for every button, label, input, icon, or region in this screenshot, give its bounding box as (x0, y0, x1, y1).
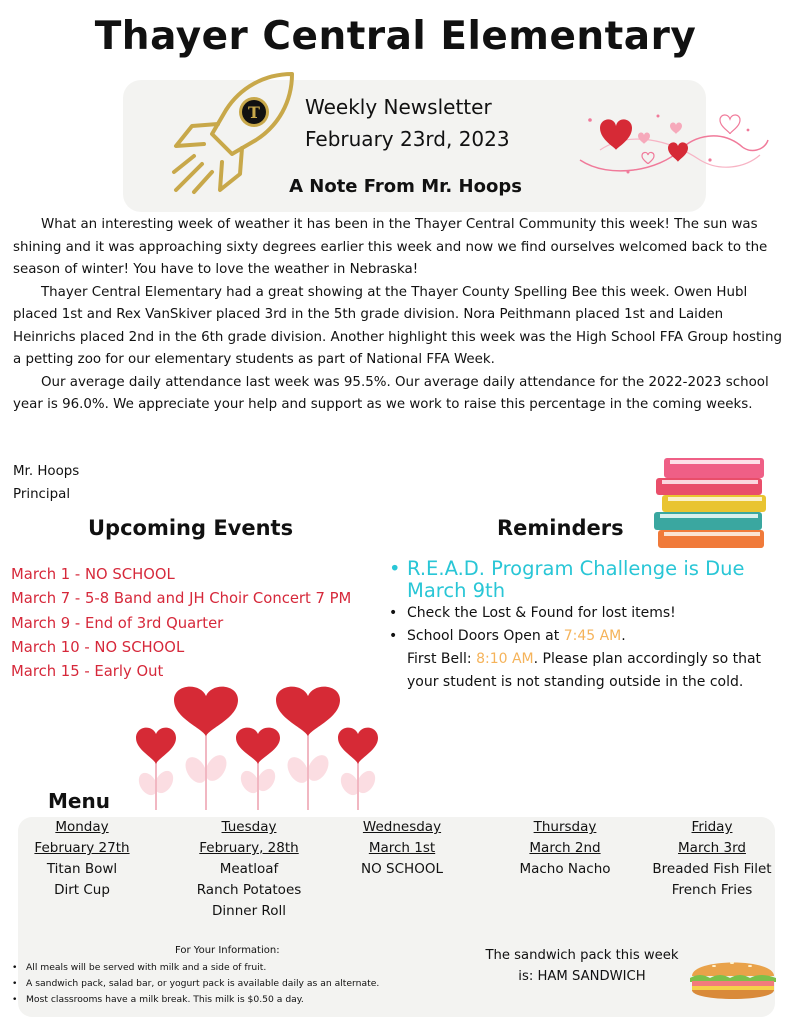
menu-day-monday (26, 817, 138, 901)
menu-day-name: Wednesday (362, 819, 442, 835)
menu-day-name: Tuesday (221, 819, 277, 835)
events-heading: Upcoming Events (88, 516, 294, 540)
signature (13, 460, 79, 506)
event-item: March 7 - 5-8 Band and JH Choir Concert 7 PM (11, 590, 352, 608)
event-item: March 10 - NO SCHOOL (11, 638, 185, 656)
bell-prefix: First Bell: (407, 651, 477, 667)
menu-item: Dinner Roll (212, 903, 286, 919)
signature-name: Mr. Hoops (13, 464, 80, 479)
menu-item: Dirt Cup (54, 882, 110, 898)
sandwich-line: is: HAM SANDWICH (518, 969, 646, 984)
reminders-list (389, 558, 789, 694)
fyi-item: • All meals will be served with milk and a side of fruit. (10, 960, 379, 976)
sandwich-line: The sandwich pack this week (485, 948, 679, 963)
menu-day-date: March 2nd (529, 840, 601, 856)
menu-heading: Menu (48, 789, 110, 813)
reminders-heading: Reminders (497, 516, 624, 540)
menu-item: Titan Bowl (46, 861, 118, 877)
books-icon (650, 452, 775, 552)
menu-day-name: Thursday (533, 819, 597, 835)
menu-day-thursday (507, 817, 623, 880)
fyi-item: • Most classrooms have a milk break. This milk is $0.50 a day. (10, 992, 379, 1008)
menu-day-name: Friday (691, 819, 733, 835)
bell-time: 8:10 AM (476, 651, 534, 667)
doors-prefix: School Doors Open at (407, 628, 564, 644)
menu-item: Macho Nacho (519, 861, 611, 877)
menu-day-date: February, 28th (199, 840, 299, 856)
fyi-item: • A sandwich pack, salad bar, or yogurt pack is available daily as an alternate. (10, 976, 379, 992)
signature-title: Principal (13, 487, 71, 502)
menu-item: Ranch Potatoes (196, 882, 302, 898)
menu-day-date: March 3rd (678, 840, 746, 856)
newsletter-subtitle: Weekly Newsletter (305, 95, 492, 119)
read-challenge-reminder: • R.E.A.D. Program Challenge is Due March 9th (389, 558, 789, 602)
menu-day-name: Monday (55, 819, 109, 835)
fyi-title: For Your Information: (175, 945, 280, 956)
newsletter-date: February 23rd, 2023 (305, 127, 510, 151)
menu-item: NO SCHOOL (361, 861, 443, 877)
doors-suffix: . (621, 628, 626, 644)
note-paragraph: Thayer Central Elementary had a great showing at the Thayer County Spelling Bee this week. Owen Hubl placed 1st and Rex VanSkiver placed 3rd in the 5th grade division. Nora Peithmann placed 1st and Laiden Heinrichs placed 2nd in the 6th grade division. Another highlight this week was the High School FFA Group hosting a petting zoo for our elementary students as part of National FFA Week. (13, 284, 782, 367)
sandwich-pack-note (474, 945, 690, 987)
note-paragraph: Our average daily attendance last week was 95.5%. Our average daily attendance for the 2022-2023 school year is 96.0%. We appreciate your help and support as we work to raise this percentage in the coming weeks. (13, 374, 769, 412)
note-paragraph: What an interesting week of weather it has been in the Thayer Central Community this week! The sun was shining and it was approaching sixty degrees earlier this week and now we find ourselves welcomed back to the season of winter! You have to love the weather in Nebraska! (13, 217, 768, 277)
menu-day-wednesday (350, 817, 454, 880)
events-list (11, 563, 351, 684)
event-item: March 9 - End of 3rd Quarter (11, 614, 224, 632)
event-item: March 15 - Early Out (11, 663, 164, 681)
menu-day-date: February 27th (34, 840, 130, 856)
doors-time: 7:45 AM (563, 628, 622, 644)
event-item: March 1 - NO SCHOOL (11, 566, 175, 583)
note-heading: A Note From Mr. Hoops (289, 176, 522, 197)
menu-day-date: March 1st (368, 840, 436, 856)
menu-day-friday (640, 817, 784, 901)
heart-flowers-icon (128, 682, 388, 812)
newsletter-title: Thayer Central Elementary (94, 14, 697, 59)
menu-item: Meatloaf (219, 861, 279, 877)
principal-note-body (13, 214, 783, 417)
menu-item: French Fries (671, 882, 753, 898)
lost-found-reminder: • Check the Lost & Found for lost items! (389, 602, 789, 625)
bell-suffix: . Please plan accordingly so that your student is not standing outside in the cold. (407, 651, 762, 690)
fyi-list (10, 960, 379, 1008)
menu-item: Breaded Fish Filet (652, 861, 772, 877)
logo-letter: T (248, 103, 260, 122)
doors-reminder (389, 625, 789, 694)
menu-day-tuesday (188, 817, 310, 922)
sandwich-icon (688, 952, 778, 1008)
